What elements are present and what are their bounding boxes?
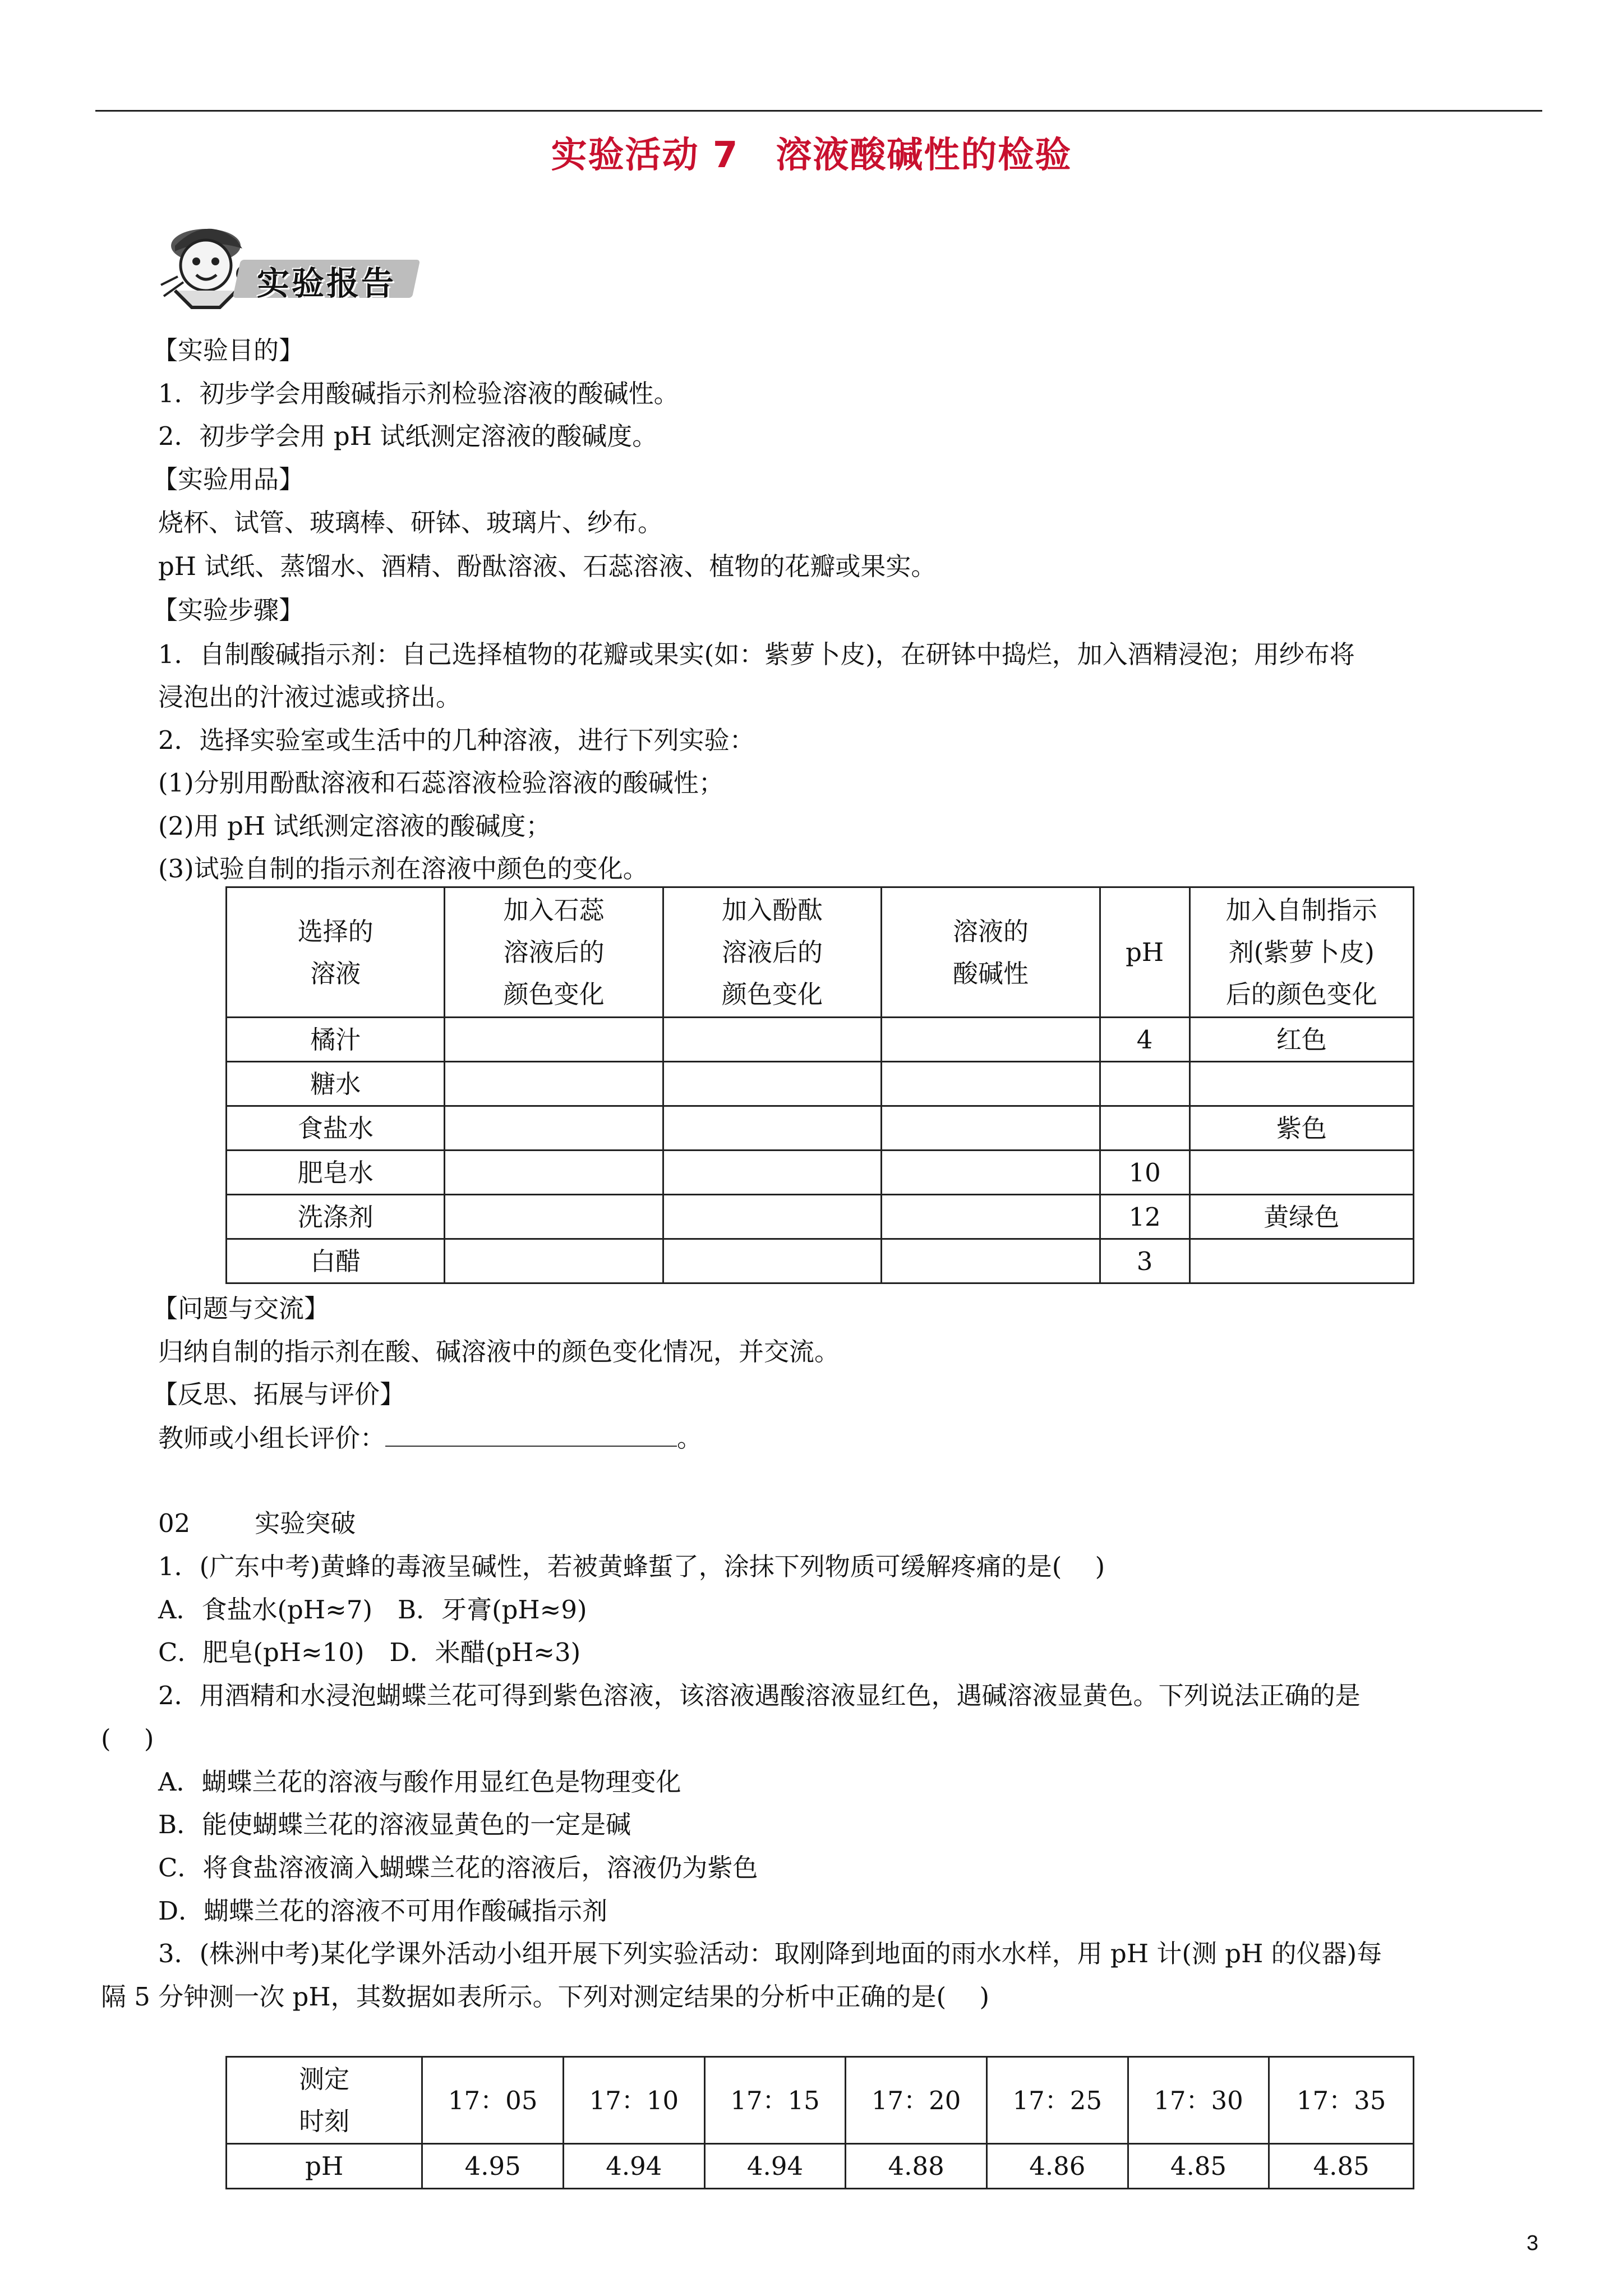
row-label: pH xyxy=(227,2144,422,2189)
q1-options-ab: A．食盐水(pH≈7) B．牙膏(pH≈9) xyxy=(158,1595,587,1625)
purpose-item-2: 2．初步学会用 pH 试纸测定溶液的酸碱度。 xyxy=(158,421,658,451)
table-cell xyxy=(663,1106,881,1151)
q2-option-a: A．蝴蝶兰花的溶液与酸作用显红色是物理变化 xyxy=(158,1767,681,1797)
table-cell xyxy=(882,1195,1100,1239)
table-cell xyxy=(1189,1151,1413,1195)
header-cell: pH xyxy=(1100,887,1189,1018)
table-cell: 洗涤剂 xyxy=(227,1195,445,1239)
header-cell: 选择的 溶液 xyxy=(227,887,445,1018)
ph-cell: 4.85 xyxy=(1269,2144,1414,2189)
table-cell xyxy=(882,1062,1100,1106)
table-cell xyxy=(882,1151,1100,1195)
section2-header xyxy=(158,1507,356,1540)
table-cell: 肥皂水 xyxy=(227,1151,445,1195)
section2-title: 实验突破 xyxy=(255,1508,356,1538)
table-cell: 黄绿色 xyxy=(1189,1195,1413,1239)
q3-stem-b: 隔 5 分钟测一次 pH，其数据如表所示。下列对测定结果的分析中正确的是( ) xyxy=(101,1982,990,2012)
logo-text: 实验报告 xyxy=(256,264,396,302)
table-cell xyxy=(1100,1106,1189,1151)
top-rule xyxy=(95,110,1542,112)
table-cell xyxy=(445,1239,663,1283)
table-cell: 红色 xyxy=(1189,1018,1413,1062)
step2-sub1: (1)分别用酚酞溶液和石蕊溶液检验溶液的酸碱性； xyxy=(158,768,724,798)
ph-cell: 4.86 xyxy=(986,2144,1128,2189)
time-cell: 17：10 xyxy=(564,2057,705,2144)
table-cell xyxy=(882,1239,1100,1283)
reflection-label: 教师或小组长评价： xyxy=(158,1423,386,1453)
time-cell: 17：15 xyxy=(704,2057,846,2144)
table-cell: 紫色 xyxy=(1189,1106,1413,1151)
time-cell: 17：25 xyxy=(986,2057,1128,2144)
table-row xyxy=(227,1106,1414,1151)
supplies-line-2: pH 试纸、蒸馏水、酒精、酚酞溶液、石蕊溶液、植物的花瓣或果实。 xyxy=(158,551,937,581)
table-cell: 糖水 xyxy=(227,1062,445,1106)
ph-row xyxy=(227,2144,1414,2189)
table-cell: 橘汁 xyxy=(227,1018,445,1062)
reflection-heading: 【反思、拓展与评价】 xyxy=(153,1379,405,1409)
section2-number: 02 xyxy=(158,1508,191,1538)
discussion-heading: 【问题与交流】 xyxy=(153,1294,330,1323)
ph-cell: 4.95 xyxy=(422,2144,564,2189)
purpose-heading: 【实验目的】 xyxy=(153,335,305,365)
table-cell: 食盐水 xyxy=(227,1106,445,1151)
table-cell xyxy=(882,1018,1100,1062)
time-cell: 17：20 xyxy=(846,2057,987,2144)
step2: 2．选择实验室或生活中的几种溶液，进行下列实验： xyxy=(158,725,755,755)
q2-option-b: B．能使蝴蝶兰花的溶液显黄色的一定是碱 xyxy=(158,1810,631,1839)
q1-options-cd: C．肥皂(pH≈10) D．米醋(pH≈3) xyxy=(158,1637,581,1667)
ph-measurement-table xyxy=(225,2056,1414,2189)
evaluation-blank[interactable] xyxy=(385,1421,677,1447)
table-row xyxy=(227,1239,1414,1283)
header-cell: 加入自制指示 剂(紫萝卜皮) 后的颜色变化 xyxy=(1189,887,1413,1018)
table-cell: 3 xyxy=(1100,1239,1189,1283)
reflection-line xyxy=(158,1421,702,1455)
step1-line-a: 1．自制酸碱指示剂：自己选择植物的花瓣或果实(如：紫萝卜皮)，在研钵中捣烂，加入酒精浸泡；用纱布将 xyxy=(158,639,1355,669)
table-cell: 4 xyxy=(1100,1018,1189,1062)
table-cell xyxy=(663,1062,881,1106)
table-cell xyxy=(663,1018,881,1062)
header-cell: 溶液的 酸碱性 xyxy=(882,887,1100,1018)
table-cell xyxy=(663,1151,881,1195)
table-row xyxy=(227,1062,1414,1106)
discussion-text: 归纳自制的指示剂在酸、碱溶液中的颜色变化情况，并交流。 xyxy=(158,1337,840,1366)
supplies-heading: 【实验用品】 xyxy=(153,464,305,494)
time-cell: 17：35 xyxy=(1269,2057,1414,2144)
page-number: 3 xyxy=(1527,2231,1539,2255)
steps-heading: 【实验步骤】 xyxy=(153,595,305,625)
table-cell xyxy=(663,1239,881,1283)
table-cell: 12 xyxy=(1100,1195,1189,1239)
table-cell xyxy=(1189,1239,1413,1283)
table-cell xyxy=(663,1195,881,1239)
table-cell xyxy=(445,1106,663,1151)
q2-option-c: C．将食盐溶液滴入蝴蝶兰花的溶液后，溶液仍为紫色 xyxy=(158,1853,758,1883)
table-row xyxy=(227,1195,1414,1239)
table-row xyxy=(227,1151,1414,1195)
time-cell: 17：05 xyxy=(422,2057,564,2144)
row-label: 测定 时刻 xyxy=(227,2057,422,2144)
table-cell xyxy=(445,1151,663,1195)
q2-stem-b: ( ) xyxy=(101,1724,154,1754)
step2-sub2: (2)用 pH 试纸测定溶液的酸碱度； xyxy=(158,811,551,841)
table-cell xyxy=(445,1018,663,1062)
ph-cell: 4.85 xyxy=(1128,2144,1269,2189)
table-cell xyxy=(1189,1062,1413,1106)
ph-cell: 4.88 xyxy=(846,2144,987,2189)
q2-stem-a: 2．用酒精和水浸泡蝴蝶兰花可得到紫色溶液，该溶液遇酸溶液显红色，遇碱溶液显黄色。下列说法正确的是 xyxy=(158,1681,1361,1710)
report-logo xyxy=(153,206,416,313)
indicator-table xyxy=(225,886,1414,1284)
page-title: 实验活动 7 溶液酸碱性的检验 xyxy=(551,135,1072,176)
table-cell xyxy=(1100,1062,1189,1106)
table-cell xyxy=(882,1106,1100,1151)
step2-sub3: (3)试验自制的指示剂在溶液中颜色的变化。 xyxy=(158,854,648,884)
reflection-end: 。 xyxy=(677,1423,703,1453)
time-cell: 17：30 xyxy=(1128,2057,1269,2144)
q1-stem: 1．(广东中考)黄蜂的毒液呈碱性，若被黄蜂蜇了，涂抹下列物质可缓解疼痛的是( ) xyxy=(158,1552,1105,1581)
q2-option-d: D．蝴蝶兰花的溶液不可用作酸碱指示剂 xyxy=(158,1896,608,1926)
table-cell: 10 xyxy=(1100,1151,1189,1195)
table-cell xyxy=(445,1062,663,1106)
purpose-item-1: 1．初步学会用酸碱指示剂检验溶液的酸碱性。 xyxy=(158,379,679,408)
table-header-row xyxy=(227,887,1414,1018)
table-row xyxy=(227,1018,1414,1062)
supplies-line-1: 烧杯、试管、玻璃棒、研钵、玻璃片、纱布。 xyxy=(158,508,663,537)
time-row xyxy=(227,2057,1414,2144)
table-cell: 白醋 xyxy=(227,1239,445,1283)
ph-cell: 4.94 xyxy=(704,2144,846,2189)
header-cell: 加入石蕊 溶液后的 颜色变化 xyxy=(445,887,663,1018)
ph-cell: 4.94 xyxy=(564,2144,705,2189)
header-cell: 加入酚酞 溶液后的 颜色变化 xyxy=(663,887,881,1018)
q3-stem-a: 3．(株洲中考)某化学课外活动小组开展下列实验活动：取刚降到地面的雨水水样，用 pH 计(测 pH 的仪器)每 xyxy=(158,1939,1382,1968)
table-cell xyxy=(445,1195,663,1239)
step1-line-b: 浸泡出的汁液过滤或挤出。 xyxy=(158,682,462,712)
